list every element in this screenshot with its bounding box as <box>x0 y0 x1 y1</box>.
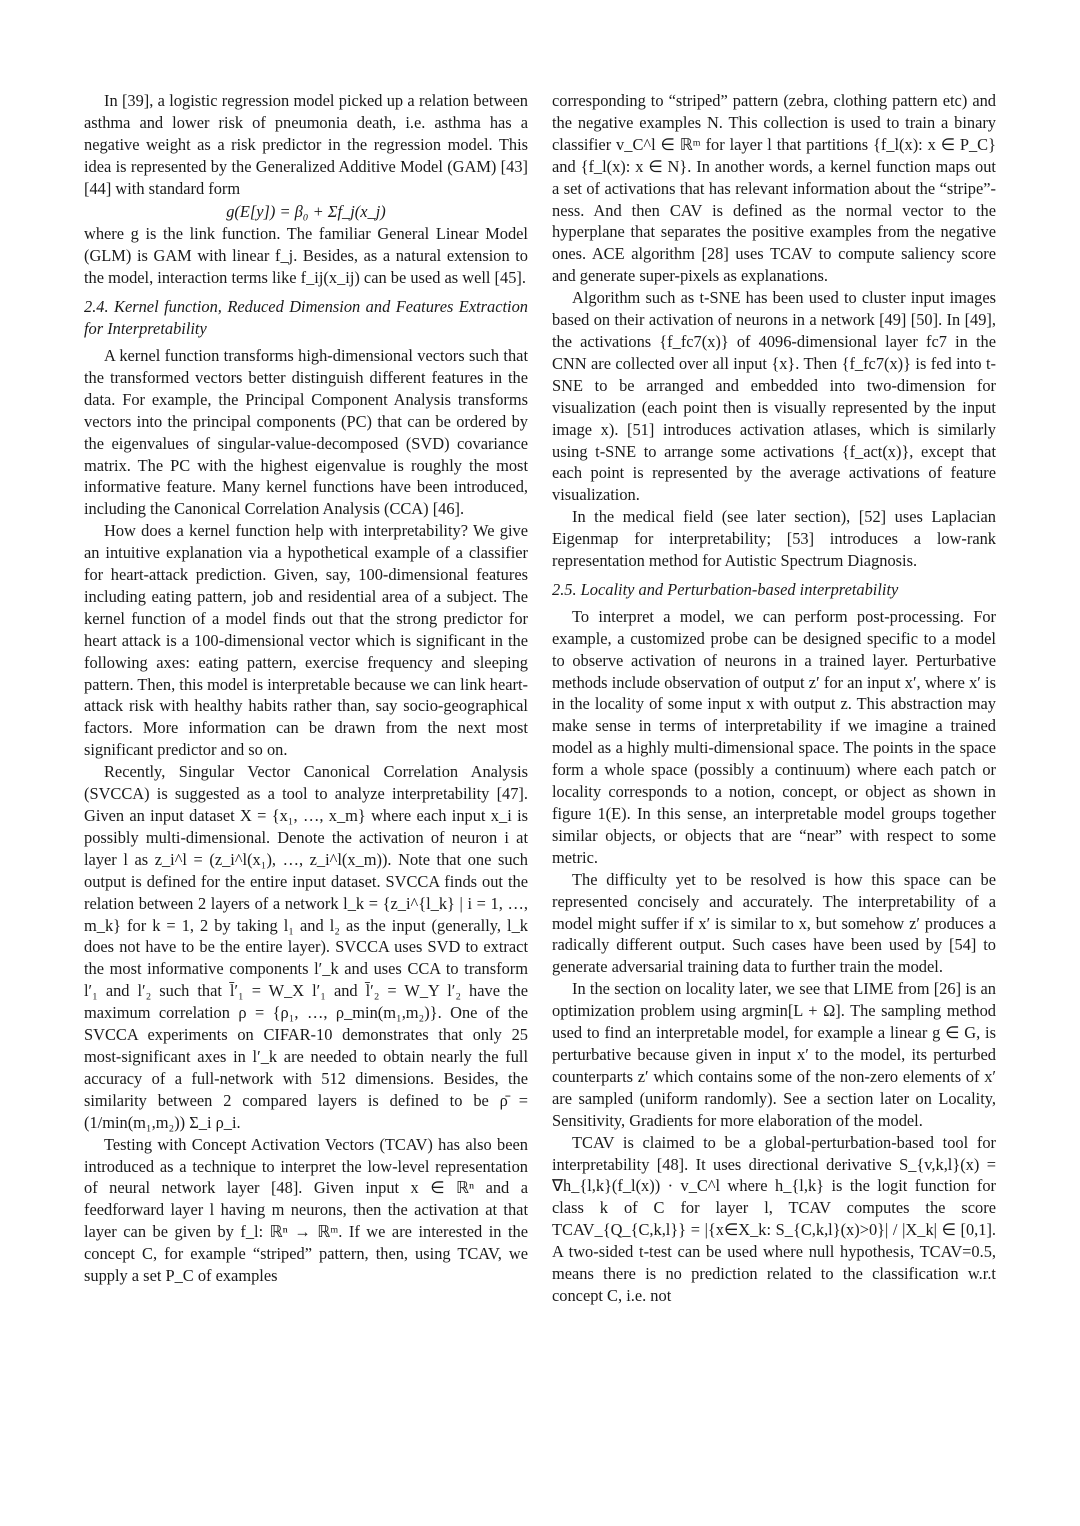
paragraph-perturbation: To interpret a model, we can perform post-processing. For example, a customized probe can be designed specific to a model to observe activation of neurons in a trained layer. Perturbative methods include observation of output z′ for an input x′, where x′ is in the locality of some input x with output z. This abstraction may make sense in terms of interpretability if we imagine a trained model as a highly multi-dimensional space. The points in the space form a whole space (possibly a continuum) where each patch or locality corresponds to a notion, concept, or object as shown in figure 1(E). In this sense, an interpretable model groups together similar objects, or objects that are “near” with respect to some metric. <box>552 606 996 867</box>
paragraph-kernel-function: A kernel function transforms high-dimensional vectors such that the transformed vectors better distinguish different features in the data. For example, the Principal Component Analysis transforms vectors into the principal components (PC) that can be ordered by the eigenvalues of singular-value-decomposed (SVD) covariance matrix. The PC with the highest eigenvalue is roughly the most informative feature. Many kernel functions have been introduced, including the Canonical Correlation Analysis (CCA) [46]. <box>84 345 528 519</box>
paragraph-medical: In the medical field (see later section), [52] uses Laplacian Eigenmap for interpretability; [53] introduces a low-rank representation method for Autistic Spectrum Diagnosis. <box>552 507 996 571</box>
paragraph-tsne: Algorithm such as t-SNE has been used to cluster input images based on their activation of neurons in a network [49] [50]. In [49], the activations {f_fc7(x)} of 4096-dimensional layer fc7 in the CNN are collected over all input {x}. Then {f_fc7(x)} is fed into t-SNE to be arranged and embedded into two-dimension for visualization (each point then is visually represented by the input image x). [51] introduces activation atlases, which is similarly using t-SNE to arrange some activations {f_act(x)}, except that each point is represented by the average activations of feature visualization. <box>552 288 996 505</box>
paragraph-glm: where g is the link function. The familiar General Linear Model (GLM) is GAM with linear f_j. Besides, as a natural extension to the model, interaction terms like f_ij(x_ij) can be used as well [45]. <box>84 224 528 288</box>
paragraph-tcav-intro: Testing with Concept Activation Vectors (TCAV) has also been introduced as a technique to interpret the low-level representation of neural network layer [48]. Given input x ∈ ℝⁿ and a feedforward layer l having m neurons, then the activation at that layer can be given by f_l: ℝⁿ → ℝᵐ. If we are interested in the concept C, for example “striped” pattern, then, using TCAV, we supply a set P_C of examples <box>84 1134 528 1286</box>
paragraph-kernel-example: How does a kernel function help with interpretability? We give an intuitive explanation via a hypothetical example of a classifier for heart-attack prediction. Given, say, 100-dimensional features including eating pattern, job and residential area of a subject. The kernel function of a model finds out that the strong predictor for heart attack is a 100-dimensional vector which is significant in the following axes: eating pattern, exercise frequency and sleeping pattern. Then, this model is interpretable because we can link heart-attack risk with healthy habits rather than, say socio-geographical factors. More information can be drawn from the next most significant predictor and so on. <box>84 521 528 760</box>
paragraph-svcca: Recently, Singular Vector Canonical Correlation Analysis (SVCCA) is suggested as a tool to analyze interpretability [47]. Given an input dataset X = {x₁, …, x_m} where each input x_i is possibly multi-dimensional. Denote the activation of neuron i at layer l as z_i^l = (z_i^l(x₁), …, z_i^l(x_m)). Note that one such output is defined for the entire input dataset. SVCCA finds out the relation between 2 layers of a network l_k = {z_i^{l_k} | i = 1, …, m_k} for k = 1, 2 by taking l₁ and l₂ as the input (generally, l_k does not have to be the entire layer). SVCCA uses SVD to extract the most informative components l′_k and uses CCA to transform l′₁ and l′₂ such that l̄′₁ = W_X l′₁ and l̄′₂ = W_Y l′₂ have the maximum correlation ρ = {ρ₁, …, ρ_min(m₁,m₂)}. One of the SVCCA experiments on CIFAR-10 demonstrates that only 25 most-significant axes in l′_k are needed to obtain nearly the full accuracy of a full-network with 512 dimensions. Besides, the similarity between 2 compared layers is defined to be ρ̄ = (1/min(m₁,m₂)) Σ_i ρ_i. <box>84 762 528 1132</box>
left-column <box>84 90 528 1287</box>
right-column <box>552 90 996 1307</box>
section-heading-2-4: 2.4. Kernel function, Reduced Dimension and Features Extraction for Interpretability <box>84 297 528 339</box>
paragraph-lime: In the section on locality later, we see that LIME from [26] is an optimization problem using argmin[L + Ω]. The sampling method used to find an interpretable model, for example a linear g ∈ G, is perturbative because given in input x′ to the model, its perturbed counterparts z′ which contains some of the non-zero elements of x′ are sampled (uniform randomly). See a section later on Locality, Sensitivity, Gradients for more elaboration of the model. <box>552 979 996 1130</box>
paragraph-difficulty: The difficulty yet to be resolved is how this space can be represented concisely and accurately. The interpretability of a model might suffer if x′ is similar to x, but somehow z′ produces a radically different output. Such cases have been used by [54] to generate adversarial training data to further train the model. <box>552 869 996 977</box>
equation-gam: g(E[y]) = β₀ + Σf_j(x_j) <box>226 201 386 221</box>
paragraph-gam: In [39], a logistic regression model picked up a relation between asthma and lower risk of pneumonia death, i.e. asthma has a negative weight as a risk predictor in the regression model. This idea is represented by the Generalized Additive Model (GAM) [43] [44] with standard form <box>84 91 528 198</box>
paragraph-tcav-cav: corresponding to “striped” pattern (zebra, clothing pattern etc) and the negative examples N. This collection is used to train a binary classifier v_C^l ∈ ℝᵐ for layer l that partitions {f_l(x): x ∈ P_C} and {f_l(x): x ∈ N}. In another words, a kernel function maps out a set of activations that has relevant information about the “stripe”-ness. And then CAV is defined as the normal vector to the hyperplane that separates the positive examples from the negative ones. ACE algorithm [28] uses TCAV to compute saliency score and generate super-pixels as explanations. <box>552 91 996 286</box>
section-heading-2-5: 2.5. Locality and Perturbation-based interpretability <box>552 579 899 599</box>
paragraph-tcav-score: TCAV is claimed to be a global-perturbation-based tool for interpretability [48]. It uses directional derivative S_{v,k,l}(x) = ∇h_{l,k}(f_l(x)) · v_C^l where h_{l,k} is the logit function for class k of C for layer l, TCAV computes the score TCAV_{Q_{C,k,l}} = |{x∈X_k: S_{C,k,l}(x)>0}| / |X_k| ∈ [0,1]. A two-sided t-test can be used where null hypothesis, TCAV=0.5, means there is no prediction related to the classification w.r.t concept C, i.e. not <box>552 1132 996 1305</box>
